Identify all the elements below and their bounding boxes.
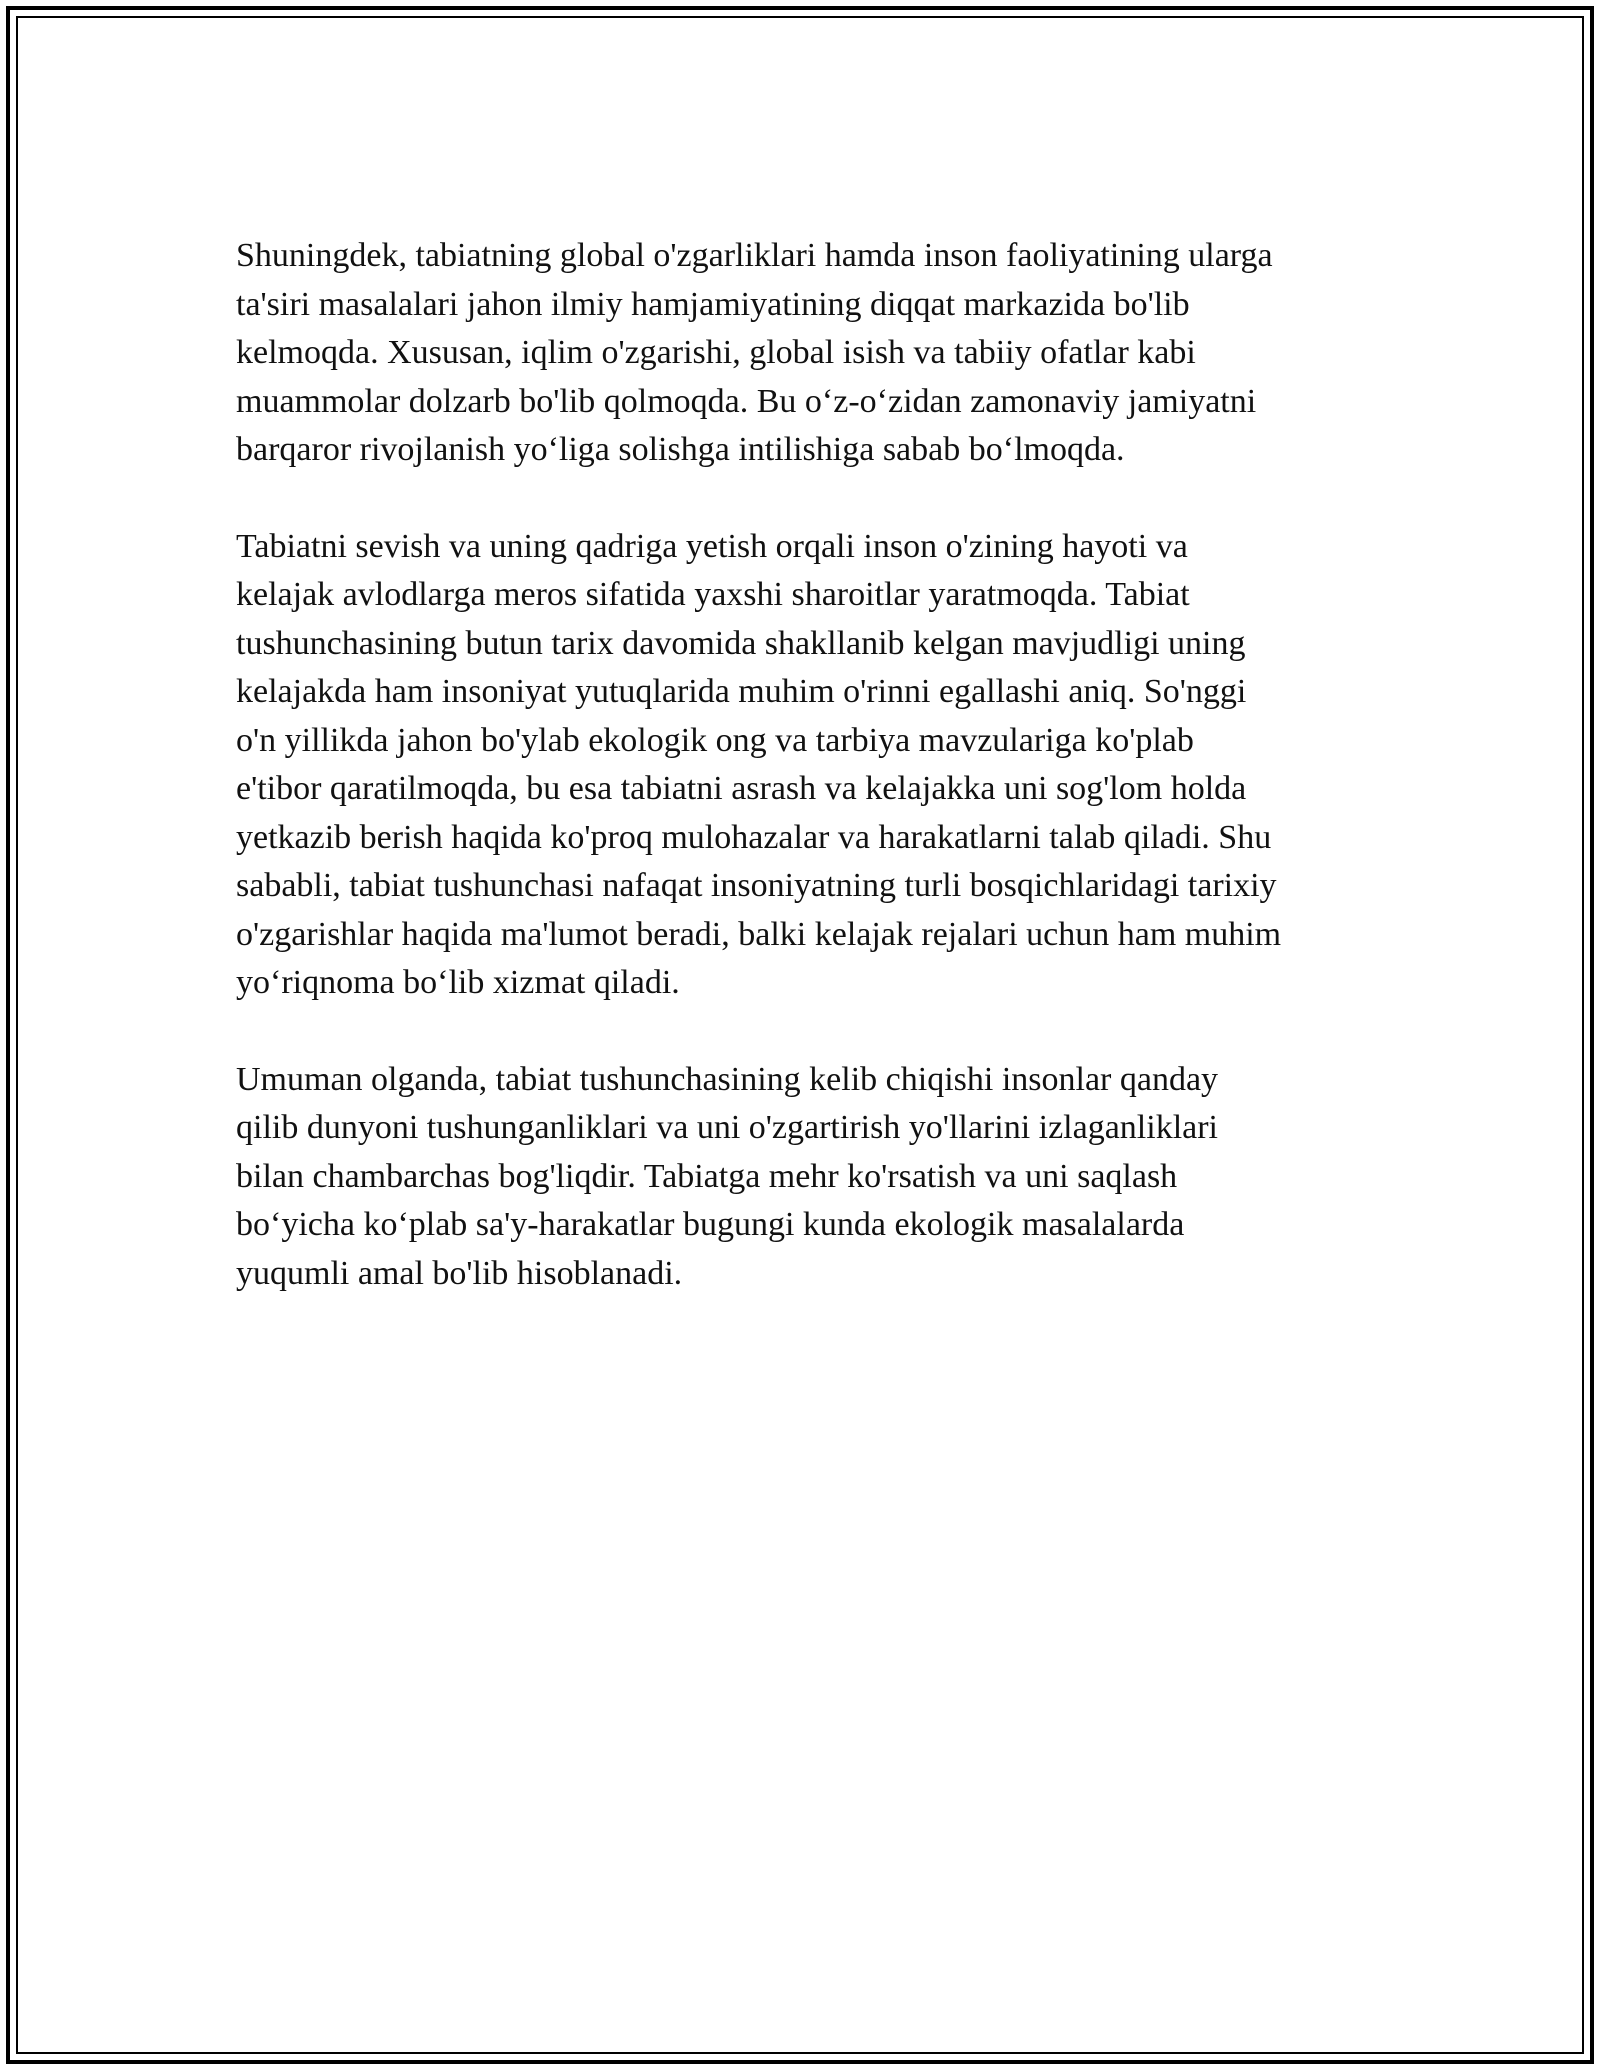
text-line: bo‘yicha ko‘plab sa'y-harakatlar bugungi kunda ekologik masalalarda [236, 1206, 1185, 1243]
paragraph-1 [236, 232, 1376, 475]
text-line: kelajak avlodlarga meros sifatida yaxshi sharoitlar yaratmoqda. Tabiat [236, 576, 1190, 613]
text-line: kelajakda ham insoniyat yutuqlarida muhim o'rinni egallashi aniq. So'nggi [236, 673, 1247, 710]
text-line: e'tibor qaratilmoqda, bu esa tabiatni asrash va kelajakka uni sog'lom holda [236, 770, 1247, 807]
text-line: kelmoqda. Xususan, iqlim o'zgarishi, global isish va tabiiy ofatlar kabi [236, 334, 1196, 371]
text-line: Umuman olganda, tabiat tushunchasining kelib chiqishi insonlar qanday [236, 1060, 1219, 1098]
text-line: tushunchasining butun tarix davomida shakllanib kelgan mavjudligi uning [236, 624, 1246, 662]
text-line: sababli, tabiat tushunchasi nafaqat insoniyatning turli bosqichlaridagi tarixiy [236, 867, 1277, 904]
text-line: o'zgarishlar haqida ma'lumot beradi, balki kelajak rejalari uchun ham muhim [236, 915, 1282, 953]
paragraph-3 [236, 1056, 1376, 1299]
text-line: ta'siri masalalari jahon ilmiy hamjamiyatining diqqat markazida bo'lib [236, 285, 1190, 323]
paragraph-2 [236, 523, 1376, 1008]
text-line: barqaror rivojlanish yo‘liga solishga intilishiga sabab bo‘lmoqda. [236, 431, 1125, 468]
text-line: o'n yillikda jahon bo'ylab ekologik ong va tarbiya mavzulariga ko'plab [236, 721, 1194, 759]
text-line: Shuningdek, tabiatning global o'zgarliklari hamda inson faoliyatining ularga [236, 237, 1273, 274]
text-line: yo‘riqnoma bo‘lib xizmat qiladi. [236, 964, 680, 1001]
text-line: yuqumli amal bo'lib hisoblanadi. [236, 1254, 683, 1292]
document-body [236, 232, 1376, 1346]
text-line: qilib dunyoni tushunganliklari va uni o'zgartirish yo'llarini izlaganliklari [236, 1109, 1218, 1146]
text-line: muammolar dolzarb bo'lib qolmoqda. Bu o‘z-o‘zidan zamonaviy jamiyatni [236, 382, 1257, 420]
text-line: yetkazib berish haqida ko'proq mulohazalar va harakatlarni talab qiladi. Shu [236, 818, 1272, 856]
text-line: bilan chambarchas bog'liqdir. Tabiatga mehr ko'rsatish va uni saqlash [236, 1157, 1178, 1195]
text-line: Tabiatni sevish va uning qadriga yetish orqali inson o'zining hayoti va [236, 527, 1188, 565]
